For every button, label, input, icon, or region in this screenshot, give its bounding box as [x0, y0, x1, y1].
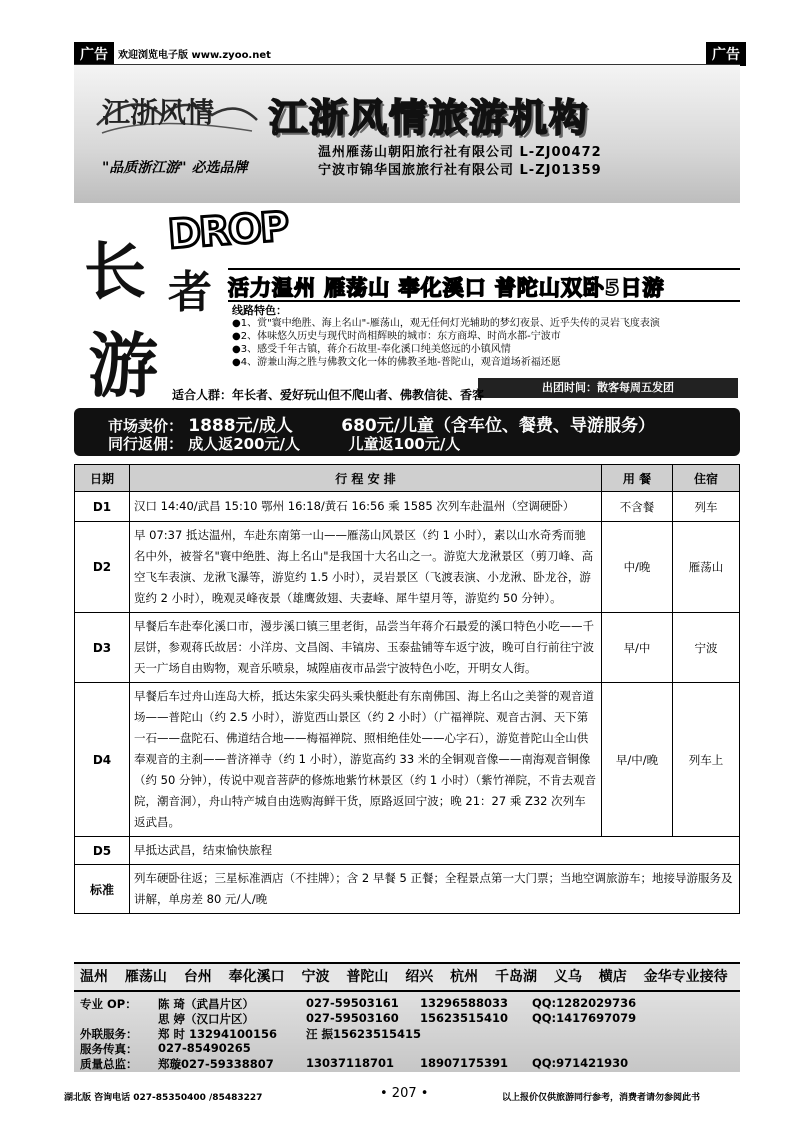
city-item: 普陀山 — [346, 969, 389, 985]
itinerary-table — [74, 464, 740, 914]
child-rebate: 儿童返100元/人 — [348, 435, 461, 453]
footer-hotline: 湖北版 咨询电话 027-85350400 /85483227 — [64, 1093, 263, 1103]
op-qq: QQ:1282029736 — [532, 996, 637, 1010]
page-number: • 207 • — [380, 1086, 429, 1101]
route-features — [232, 304, 742, 369]
stay-cell: 列车上 — [673, 683, 740, 837]
schedule-cell: 早抵达武昌，结束愉快旅程 — [130, 837, 740, 865]
adult-rebate: 成人返200元/人 — [188, 435, 301, 453]
qa-label: 质量总监： — [80, 1057, 138, 1071]
city-item: 杭州 — [450, 969, 479, 985]
col-header-day: 日期 — [75, 465, 130, 492]
calligraphy-char: 游 — [88, 324, 158, 407]
meal-cell: 不含餐 — [602, 492, 673, 522]
ext-contact: 郑 时 13294100156 — [158, 1027, 278, 1041]
qa-name: 郑璇027-59338807 — [158, 1057, 274, 1071]
op-label: 专业 OP： — [80, 997, 137, 1011]
schedule-cell: 列车硬卧往返；三星标准酒店（不挂牌）；含 2 早餐 5 正餐；全程景点第一大门票；当地空调旅游车；地接导游服务及讲解，单房差 80 元/人/晚 — [130, 865, 740, 914]
license-line: 温州雁荡山朝阳旅行社有限公司 L-ZJ00472 — [318, 145, 602, 160]
city-item: 金华专业接待 — [643, 969, 728, 985]
drop-graphic-text: DROP — [166, 203, 289, 259]
meal-cell: 早/中 — [602, 613, 673, 683]
city-item: 温州 — [80, 969, 108, 985]
city-item: 雁荡山 — [124, 969, 167, 985]
op-tel: 027-59503160 — [306, 1011, 399, 1025]
op-tel: 027-59503161 — [306, 996, 399, 1010]
city-strip — [74, 962, 740, 992]
col-header-meal: 用 餐 — [602, 465, 673, 492]
logo-slogan: "品质浙江游" 必选品牌 — [102, 160, 248, 176]
op-qq: QQ:1417697079 — [532, 1011, 637, 1025]
stay-cell: 雁荡山 — [673, 522, 740, 613]
op-mobile: 13296588033 — [420, 996, 509, 1010]
fax-label: 服务传真： — [80, 1042, 138, 1056]
qa-mobile: 13037118701 — [306, 1056, 395, 1070]
table-row — [75, 613, 740, 683]
contact-block — [74, 992, 740, 1072]
suitable-audience: 适合人群：年长者、爱好玩山但不爬山者、佛教信徒、香客 — [172, 388, 485, 402]
qa-qq: QQ:971421930 — [532, 1056, 629, 1070]
ad-label-left: 广告 — [74, 42, 114, 66]
meal-cell: 早/中/晚 — [602, 683, 673, 837]
feature-item: ●1、赏"寰中绝胜、海上名山"-雁荡山，观无任何灯光辅助的梦幻夜景、近乎失传的灵岩飞度表演 — [232, 318, 660, 329]
calligraphy-char: 长 — [84, 235, 147, 308]
adult-price: 1888元/成人 — [188, 416, 293, 436]
logo-text: 江浙风情 — [102, 96, 215, 129]
child-price: 680元/儿童（含车位、餐费、导游服务） — [341, 416, 655, 436]
feature-item: ●4、游兼山海之胜与佛教文化一体的佛教圣地-普陀山，观音道场祈福还愿 — [232, 357, 561, 368]
price-bar — [74, 408, 740, 456]
schedule-cell: 早餐后车赴奉化溪口市，漫步溪口镇三里老街，品尝当年蒋介石最爱的溪口特色小吃——千层饼，参观蒋氏故居：小洋房、文昌阁、丰镐房、玉泰盐铺等车返宁波，晚可自行前往宁波天一广场自由购物，观音乐喷泉，城隍庙夜市品尝宁波特色小吃，开明女人街。 — [130, 613, 602, 683]
fax-number: 027-85490265 — [158, 1041, 251, 1055]
col-header-stay: 住宿 — [673, 465, 740, 492]
day-cell: D1 — [75, 492, 130, 522]
day-cell: 标准 — [75, 865, 130, 914]
rebate-label: 同行返佣： — [108, 435, 184, 453]
op-mobile: 15623515410 — [420, 1011, 509, 1025]
op-name: 思 婷（汉口片区） — [158, 1012, 255, 1026]
schedule-cell: 汉口 14:40/武昌 15:10 鄂州 16:18/黄石 16:56 乘 1585 次列车赴温州（空调硬卧） — [130, 492, 602, 522]
city-item: 义乌 — [553, 969, 582, 985]
rebate-line — [108, 433, 460, 454]
route-title — [228, 268, 740, 302]
calligraphy-char: 者 — [168, 267, 212, 318]
city-item: 千岛湖 — [495, 969, 537, 985]
city-item: 横店 — [598, 969, 627, 985]
city-item: 台州 — [183, 969, 212, 985]
feature-item: ●2、体味悠久历史与现代时尚相辉映的城市：东方商埠、时尚水都-宁波市 — [232, 331, 561, 342]
col-header-schedule: 行 程 安 排 — [130, 465, 602, 492]
table-row — [75, 865, 740, 914]
stay-cell: 宁波 — [673, 613, 740, 683]
table-row — [75, 837, 740, 865]
agency-banner — [74, 64, 740, 203]
day-cell: D4 — [75, 683, 130, 837]
day-cell: D2 — [75, 522, 130, 613]
city-item: 绍兴 — [405, 969, 434, 985]
table-header-row — [75, 465, 740, 492]
table-row — [75, 522, 740, 613]
table-row — [75, 492, 740, 522]
departure-time: 出团时间：散客每周五发团 — [478, 378, 738, 398]
meal-cell: 中/晚 — [602, 522, 673, 613]
feature-item: ●3、感受千年古镇，蒋介石故里-奉化溪口纯美悠远的小镇风情 — [232, 344, 511, 355]
route-title-text: 活力温州 雁荡山 奉化溪口 普陀山双卧5日游 — [228, 276, 665, 300]
welcome-text: 欢迎浏览电子版 www.zyoo.net — [118, 50, 271, 61]
stay-cell: 列车 — [673, 492, 740, 522]
ext-contact: 汪 振15623515415 — [306, 1027, 422, 1041]
op-name: 陈 琦（武昌片区） — [158, 997, 255, 1011]
license-line: 宁波市锦华国旅旅行社有限公司 L-ZJ01359 — [318, 163, 602, 178]
qa-mobile: 18907175391 — [420, 1056, 509, 1070]
ad-label-right: 广告 — [706, 42, 746, 66]
ext-label: 外联服务： — [80, 1027, 138, 1041]
table-row — [75, 683, 740, 837]
city-item: 宁波 — [301, 969, 330, 985]
schedule-cell: 早餐后车过舟山连岛大桥，抵达朱家尖码头乘快艇赴有东南佛国、海上名山之美誉的观音道场——普陀山（约 2.5 小时），游览西山景区（约 2 小时）（广福禅院、观音古洞、天下第一石——盘陀石、佛道结合地——梅福禅院、照相绝佳处——心字石），游览普陀山全山供奉观音的主刹——普济禅寺（约 1 小时），游览高约 33 米的全铜观音像——南海观音铜像（约 50 分钟），传说中观音菩萨的修炼地紫竹林景区（约 1 小时）（紫竹禅院，不肯去观音院，潮音洞），舟山特产城自由选购海鲜干货，原路返回宁波；晚 21：27 乘 Z32 次列车返武昌。 — [130, 683, 602, 837]
market-price-label: 市场卖价： — [108, 417, 184, 435]
day-cell: D3 — [75, 613, 130, 683]
footer-disclaimer: 以上报价仅供旅游同行参考，消费者请勿参阅此书 — [502, 1093, 701, 1103]
city-item: 奉化溪口 — [228, 969, 285, 985]
day-cell: D5 — [75, 837, 130, 865]
brand-title: 江浙风情旅游机构 — [269, 96, 590, 140]
features-heading: 线路特色： — [232, 304, 287, 317]
schedule-cell: 早 07:37 抵达温州，车赴东南第一山——雁荡山风景区（约 1 小时），素以山水奇秀而驰名中外，被誉名"寰中绝胜、海上名山"是我国十大名山之一。游览大龙湫景区（剪刀峰、高空飞车表演、龙湫飞瀑等，游览约 1.5 小时），灵岩景区（飞渡表演、小龙湫、卧龙谷，游览约 2 小时），晚观灵峰夜景（雄鹰敛翅、夫妻峰、犀牛望月等，游览约 50 分钟）。 — [130, 522, 602, 613]
